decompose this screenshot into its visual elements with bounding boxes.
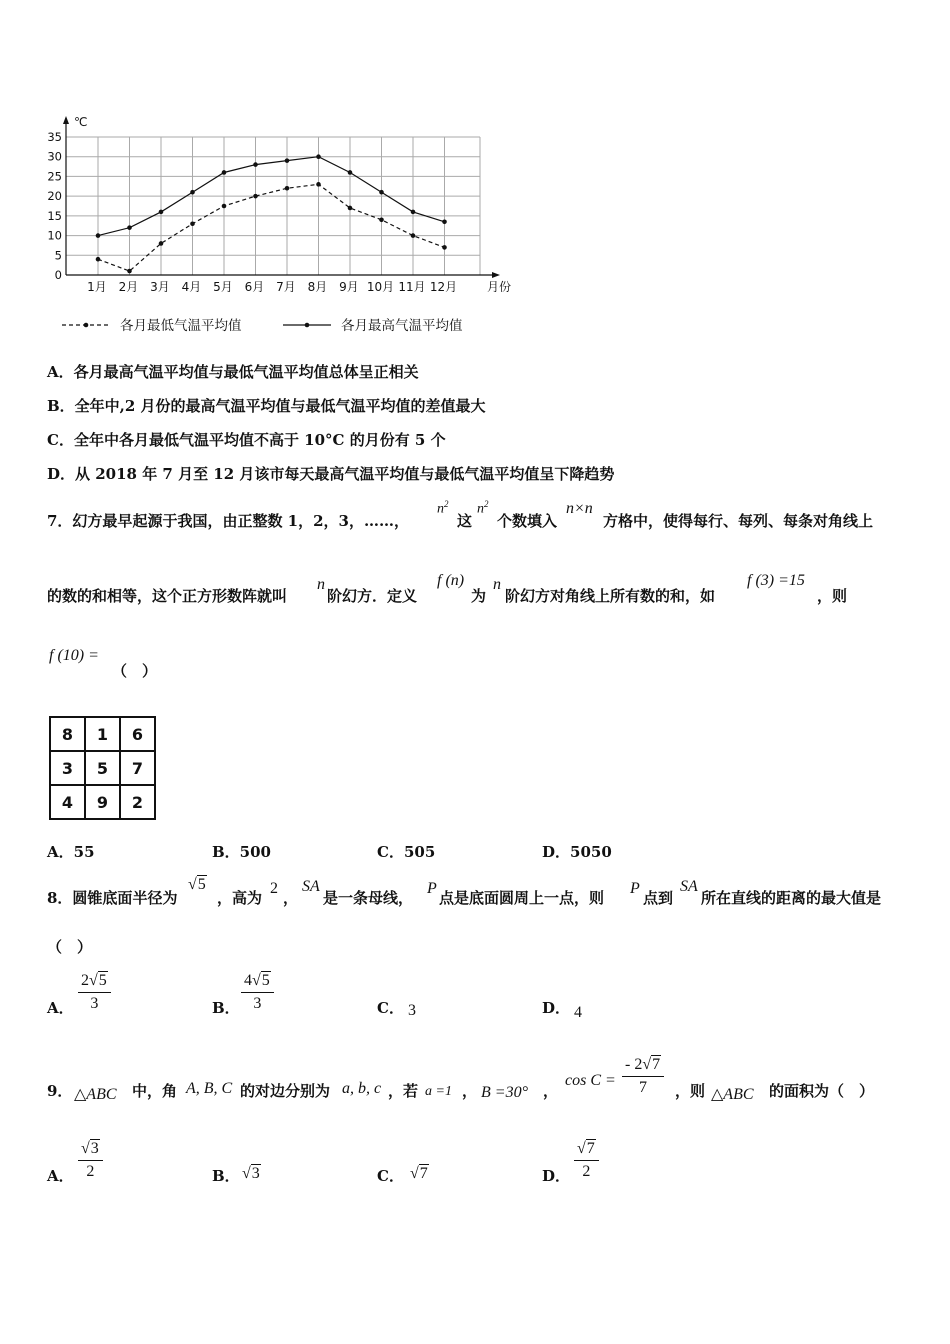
- q9-option-a-label: A．: [47, 1167, 74, 1185]
- q8-option-b-value: $\frac{4√5}{3}$: [241, 972, 274, 1013]
- q8-text-2: ，高为: [217, 889, 263, 907]
- q9-math-cosc: cos C =: [565, 1072, 616, 1089]
- q9-text-6: ，: [543, 1082, 559, 1100]
- q6-option-c: C．全年中各月最低气温平均值不高于 10°C 的月份有 5 个: [47, 431, 446, 449]
- y-tick-label: 20: [47, 189, 62, 204]
- data-point: [222, 170, 227, 175]
- q9-math-b30: B =30°: [481, 1084, 528, 1101]
- magic-cell: 7: [120, 751, 155, 785]
- q8-math-p-a: P: [427, 880, 437, 897]
- q7-math-nxn: n×n: [566, 500, 593, 517]
- data-point: [411, 233, 416, 238]
- legend-marker: [305, 323, 310, 328]
- data-point: [285, 158, 290, 163]
- q9-text-5: ，: [462, 1082, 478, 1100]
- data-point: [348, 206, 353, 211]
- q8-text-6: 点到: [643, 889, 674, 907]
- q7-option-d: D．5050: [542, 843, 612, 861]
- q8-text-5: 点是底面圆周上一点，则: [439, 889, 605, 907]
- x-tick-label: 11月: [398, 280, 426, 294]
- y-tick-label: 35: [47, 130, 62, 144]
- q8-option-a-label: A．: [47, 999, 74, 1017]
- q8-option-a-value: $\frac{2√5}{3}$: [78, 972, 111, 1013]
- q8-option-d-value: 4: [574, 1004, 582, 1021]
- x-axis-arrow: [492, 272, 500, 278]
- data-point: [159, 241, 164, 246]
- q9-math-triangle-b: △ABC: [711, 1086, 754, 1103]
- q7-math-fn: f (n): [437, 572, 465, 589]
- q7-option-c: C．505: [377, 843, 436, 861]
- data-point: [127, 225, 132, 230]
- q8-math-2: 2: [270, 880, 278, 897]
- y-tick-label: 25: [47, 169, 62, 184]
- data-point: [222, 204, 227, 209]
- q8-text-4: 是一条母线，: [323, 889, 414, 907]
- q8-math-sa-a: SA: [302, 878, 320, 895]
- magic-cell: 3: [50, 751, 85, 785]
- q9-math-abc-lower: a, b, c: [342, 1080, 382, 1097]
- q7-math-f10: f (10) =: [49, 647, 99, 664]
- magic-cell: 9: [85, 785, 120, 819]
- q8-math-sa-b: SA: [680, 878, 698, 895]
- data-point: [285, 186, 290, 191]
- q9-text-1: 9．: [47, 1082, 73, 1100]
- legend-marker: [84, 323, 89, 328]
- q7-text-4: 方格中，使得每行、每列、每条对角线上: [603, 512, 874, 530]
- q9-option-c-label: C．: [377, 1167, 404, 1185]
- data-point: [442, 245, 447, 250]
- y-axis-arrow: [63, 116, 69, 124]
- data-point: [379, 190, 384, 195]
- q7-text-5: 的数的和相等，这个正方形数阵就叫: [47, 587, 288, 605]
- magic-square: [49, 716, 156, 820]
- q9-option-b-label: B．: [212, 1167, 240, 1185]
- chart-axes: [63, 116, 500, 278]
- data-point: [190, 221, 195, 226]
- q6-option-b: B．全年中,2 月份的最高气温平均值与最低气温平均值的差值最大: [47, 397, 486, 415]
- q9-option-b-value: √3: [242, 1165, 260, 1182]
- data-point: [316, 154, 321, 159]
- y-tick-label: 30: [47, 149, 62, 164]
- q8-answer-paren: （ ）: [47, 938, 93, 956]
- q9-text-2: 中，角: [132, 1082, 178, 1100]
- x-tick-label: 8月: [307, 280, 328, 294]
- data-point: [159, 210, 164, 215]
- x-tick-label: 12月: [429, 280, 458, 294]
- y-tick-label: 0: [54, 268, 62, 282]
- data-point: [411, 210, 416, 215]
- q9-math-abc-upper: A, B, C: [186, 1080, 233, 1097]
- q7-math-f3: f (3) =15: [747, 572, 805, 589]
- q7-math-n2-a: $n^2$: [437, 499, 449, 517]
- data-point: [442, 219, 447, 224]
- q7-text-6: 阶幻方．定义: [327, 587, 418, 605]
- q8-option-c-value: 3: [408, 1002, 416, 1019]
- q9-text-3: 的对边分别为: [240, 1082, 331, 1100]
- y-tick-label: 5: [54, 248, 62, 263]
- q8-text-7: 所在直线的距离的最大值是: [701, 889, 882, 907]
- magic-cell: 2: [120, 785, 155, 819]
- q6-option-a: A．各月最高气温平均值与最低气温平均值总体呈正相关: [47, 363, 419, 381]
- q9-option-c-value: √7: [410, 1165, 428, 1182]
- x-tick-label: 10月: [366, 280, 395, 294]
- q8-option-b-label: B．: [212, 999, 240, 1017]
- q9-text-7: ，则: [675, 1082, 706, 1100]
- magic-cell: 1: [85, 717, 120, 751]
- q9-math-a1: a =1: [425, 1084, 452, 1099]
- q8-math-sqrt5: √5: [188, 876, 206, 893]
- magic-cell: 5: [85, 751, 120, 785]
- series-line-min: [98, 184, 445, 271]
- data-point: [316, 182, 321, 187]
- magic-cell: 4: [50, 785, 85, 819]
- q7-text-7: 为: [471, 587, 487, 605]
- magic-cell: 6: [120, 717, 155, 751]
- q7-math-n2-b: $n^2$: [477, 499, 489, 517]
- data-point: [127, 269, 132, 274]
- q9-option-a-value: $\frac{√3}{2}$: [78, 1140, 103, 1181]
- q9-math-cos-frac: $\frac{- 2√7}{7}$: [622, 1056, 664, 1097]
- x-tick-label: 6月: [244, 280, 265, 294]
- chart-grid: [66, 137, 480, 275]
- q7-option-a: A．55: [47, 843, 95, 861]
- temperature-chart: [40, 110, 530, 345]
- q8-option-c-label: C．: [377, 999, 404, 1017]
- data-point: [253, 162, 258, 167]
- q9-option-d-value: $\frac{√7}{2}$: [574, 1140, 599, 1181]
- x-tick-label: 4月: [181, 280, 202, 294]
- x-tick-label: 9月: [339, 280, 359, 294]
- q8-text-1: 8．圆锥底面半径为: [47, 889, 178, 907]
- legend-label: 各月最低气温平均值: [120, 318, 242, 334]
- data-point: [190, 190, 195, 195]
- q7-text-9: ，则: [817, 587, 848, 605]
- q9-math-triangle-a: △ABC: [74, 1086, 117, 1103]
- data-point: [253, 194, 258, 199]
- chart-labels: [47, 115, 511, 294]
- data-point: [379, 218, 384, 223]
- q7-text-2: 这: [457, 512, 473, 530]
- magic-cell: 8: [50, 717, 85, 751]
- y-tick-label: 15: [47, 208, 62, 223]
- q7-math-n-b: n: [493, 576, 501, 593]
- q9-text-8: 的面积为（ ）: [769, 1082, 875, 1100]
- q7-option-b: B．500: [212, 843, 271, 861]
- x-tick-label: 3月: [150, 280, 170, 294]
- q7-text-8: 阶幻方对角线上所有数的和，如: [505, 587, 716, 605]
- q7-math-n-a: n: [317, 576, 325, 593]
- q7-text-3: 个数填入: [497, 512, 558, 530]
- y-tick-label: 10: [47, 228, 62, 243]
- legend-label: 各月最高气温平均值: [341, 318, 463, 334]
- chart-legend: [62, 317, 463, 334]
- q8-option-d-label: D．: [542, 999, 571, 1017]
- q8-text-3: ，: [283, 889, 299, 907]
- data-point: [96, 233, 101, 238]
- q8-math-p-b: P: [630, 880, 640, 897]
- x-axis-label: 月份: [487, 280, 512, 294]
- data-point: [348, 170, 353, 175]
- q7-answer-paren: （ ）: [112, 662, 158, 680]
- x-tick-label: 1月: [87, 280, 107, 294]
- q9-text-4: ，若: [388, 1082, 419, 1100]
- data-point: [96, 257, 101, 262]
- x-tick-label: 7月: [276, 280, 296, 294]
- x-tick-label: 5月: [213, 280, 233, 294]
- x-tick-label: 2月: [118, 280, 139, 294]
- y-unit-label: ℃: [74, 115, 88, 129]
- q9-option-d-label: D．: [542, 1167, 571, 1185]
- q6-option-d: D．从 2018 年 7 月至 12 月该市每天最高气温平均值与最低气温平均值呈下降趋势: [47, 465, 615, 483]
- q7-text-1: 7．幻方最早起源于我国，由正整数 1，2，3，……，: [47, 512, 409, 530]
